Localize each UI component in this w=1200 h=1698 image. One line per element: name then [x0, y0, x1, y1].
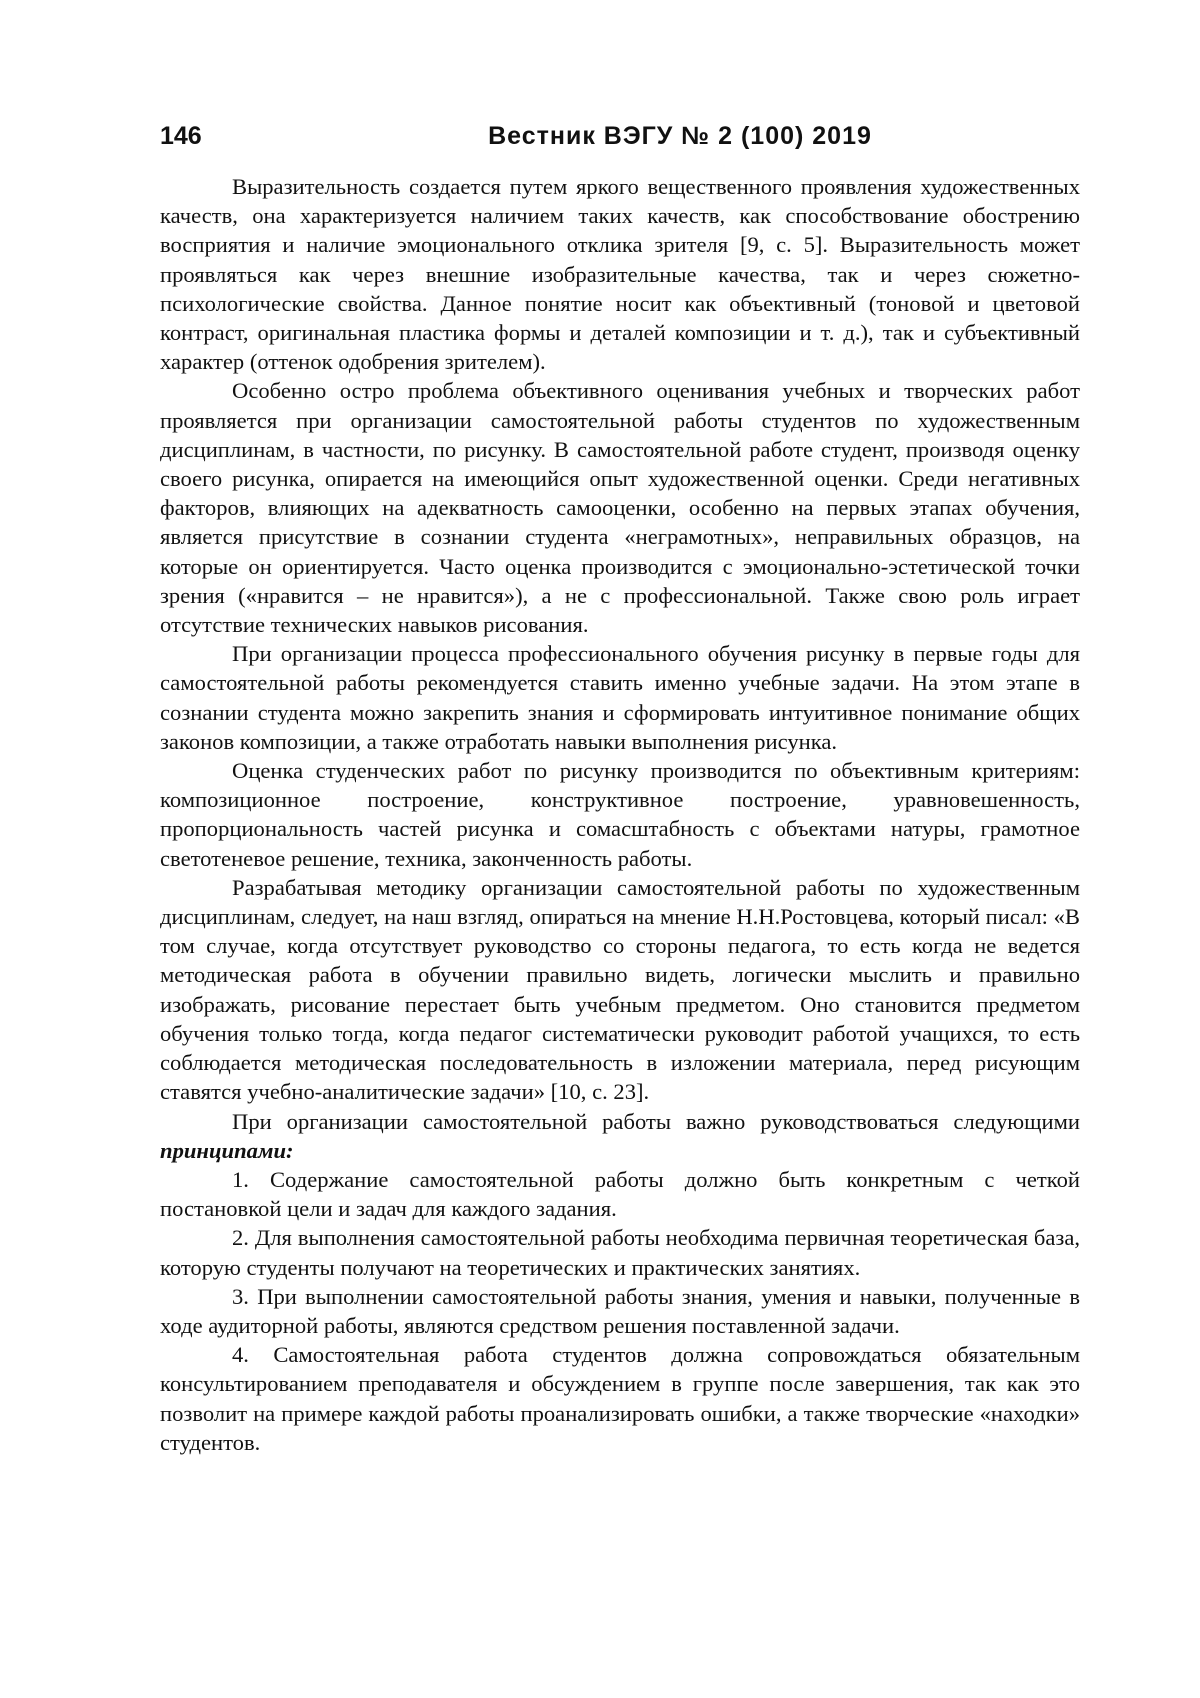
paragraph-learning-tasks: При организации процесса профессионального обучения рисунку в первые годы для самостоятельной работы рекомендуется ставить именно учебные задачи. На этом этапе в сознании студента можно закрепить знания и сформировать интуитивное понимание общих законов композиции, а также отработать навыки выполнения рисунка. — [160, 641, 1080, 754]
article-body — [160, 172, 1080, 1457]
principle-item-4: 4. Самостоятельная работа студентов должна сопровождаться обязательным консультированием преподавателя и обсуждением в группе после завершения, так как это позволит на примере каждой работы проанализировать ошибки, а также творческие «находки» студентов. — [160, 1342, 1080, 1455]
principles-lead-text: При организации самостоятельной работы важно руководствоваться следующими — [232, 1108, 1080, 1134]
page-number: 146 — [160, 122, 202, 150]
principle-item-1: 1. Содержание самостоятельной работы должно быть конкретным с четкой постановкой цели и задач для каждого задания. — [160, 1166, 1080, 1222]
paragraph-rostovtsev-quote: Разрабатывая методику организации самостоятельной работы по художественным дисциплинам, следует, на наш взгляд, опираться на мнение Н.Н.Ростовцева, который писал: «В том случае, когда отсутствует руководство со стороны педагога, то есть когда не ведется методическая работа в обучении правильно видеть, логически мыслить и правильно изображать, рисование перестает быть учебным предметом. Оно становится предметом обучения только тогда, когда педагог систематически руководит работой учащихся, то есть соблюдается методическая последовательность в изложении материала, перед рисующим ставятся учебно-аналитические задачи» [10, с. 23]. — [160, 874, 1080, 1105]
journal-title: Вестник ВЭГУ № 2 (100) 2019 — [488, 122, 872, 150]
page-header — [160, 116, 1080, 156]
paragraph-principles-intro — [160, 1107, 1080, 1165]
paragraph-objective-assessment: Особенно остро проблема объективного оценивания учебных и творческих работ проявляется при организации самостоятельной работы студентов по художественным дисциплинам, в частности, по рисунку. В самостоятельной работе студент, производя оценку своего рисунка, опирается на имеющийся опыт художественной оценки. Среди негативных факторов, влияющих на адекватность самооценки, особенно на первых этапах обучения, является присутствие в сознании студента «неграмотных», неправильных образцов, на которые он ориентируется. Часто оценка производится с эмоционально-эстетической точки зрения («нравится – не нравится»), а не с профессиональной. Также свою роль играет отсутствие технических навыков рисования. — [160, 378, 1080, 638]
principle-item-2: 2. Для выполнения самостоятельной работы необходима первичная теоретическая база, которую студенты получают на теоретических и практических занятиях. — [160, 1225, 1080, 1280]
principles-emphasis: принципами: — [160, 1137, 294, 1163]
principle-item-3: 3. При выполнении самостоятельной работы знания, умения и навыки, полученные в ходе аудиторной работы, являются средством решения поставленной задачи. — [160, 1283, 1080, 1338]
paragraph-expressiveness: Выразительность создается путем яркого вещественного проявления художественных качеств, она характеризуется наличием таких качеств, как способствование обострению восприятия и наличие эмоционального отклика зрителя [9, с. 5]. Выразительность может проявляться как через внешние изобразительные качества, так и через сюжетно-психологические свойства. Данное понятие носит как объективный (тоновой и цветовой контраст, оригинальная пластика формы и деталей композиции и т. д.), так и субъективный характер (оттенок одобрения зрителем). — [160, 174, 1080, 375]
paragraph-criteria: Оценка студенческих работ по рисунку производится по объективным критериям: композиционное построение, конструктивное построение, уравновешенность, пропорциональность частей рисунка и сомасштабность с объектами натуры, грамотное светотеневое решение, техника, законченность работы. — [160, 758, 1080, 871]
